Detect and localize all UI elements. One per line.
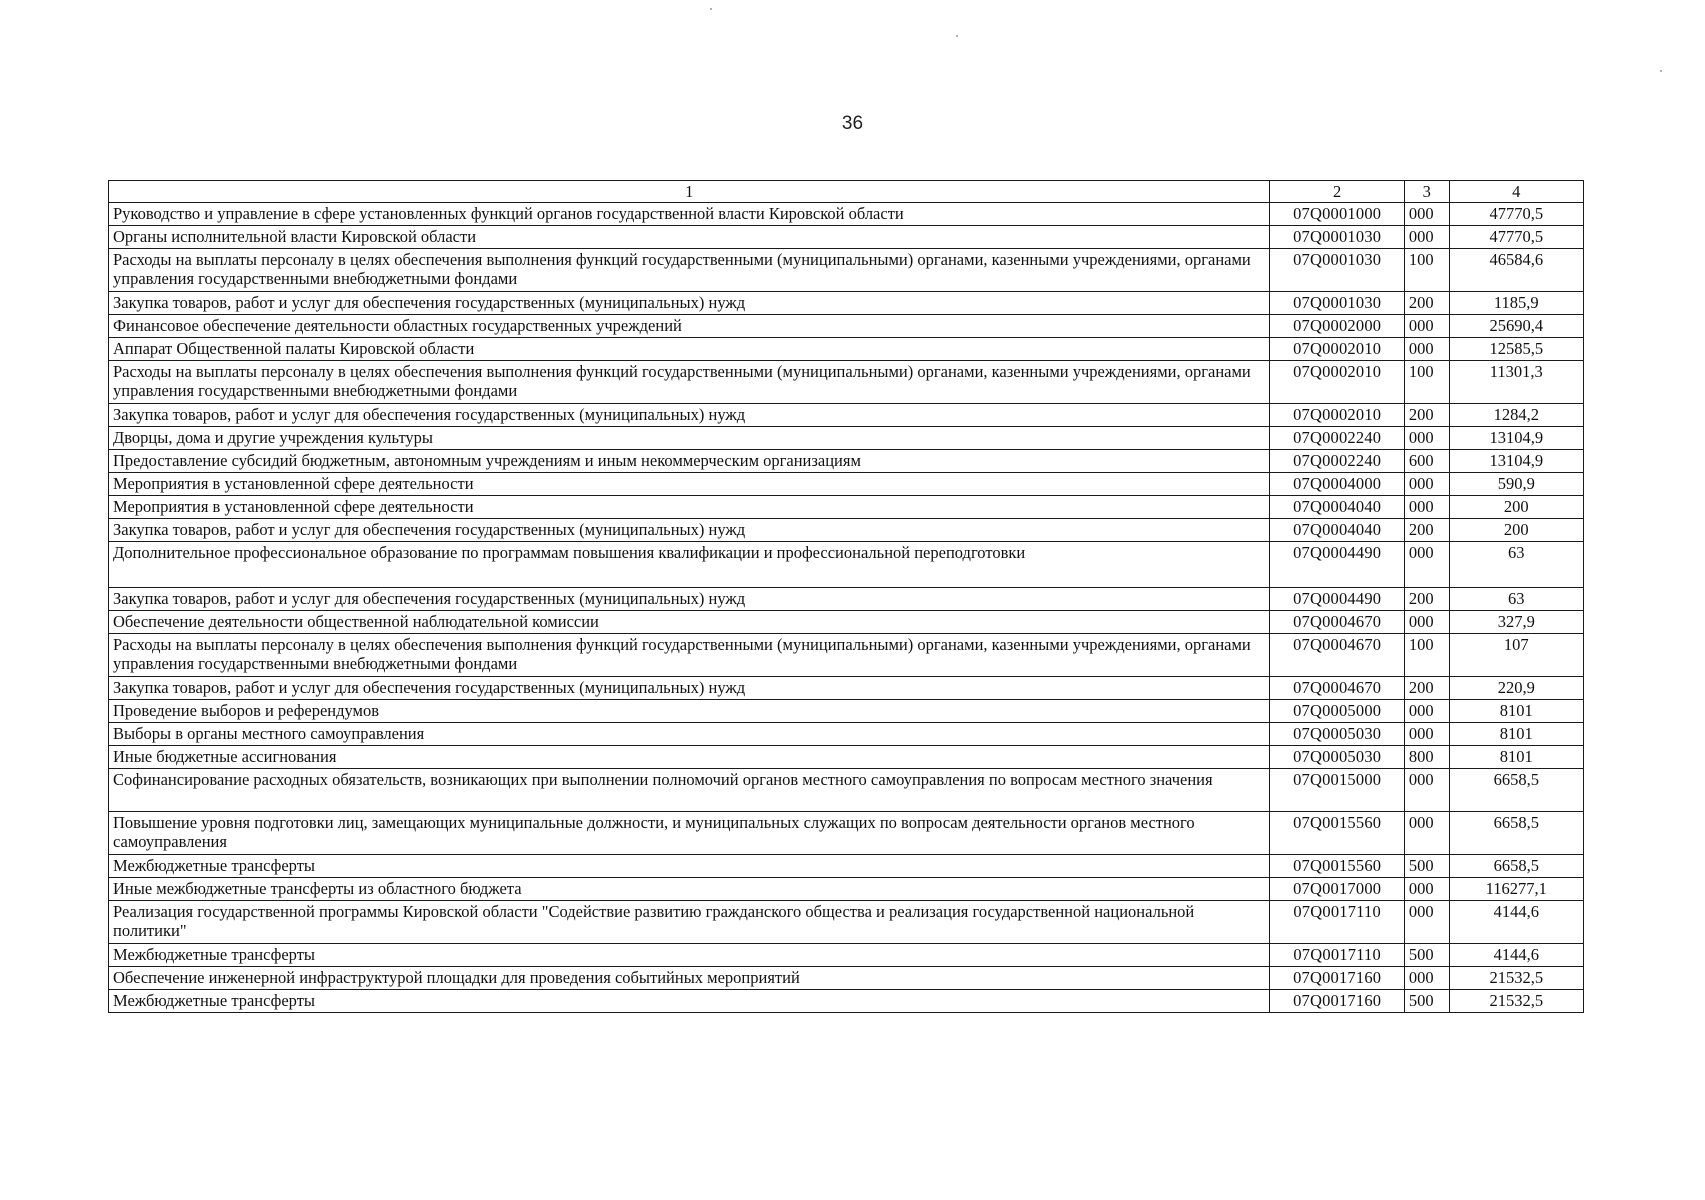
row-name-cell: Мероприятия в установленной сфере деятельности (109, 473, 1270, 496)
table-row (109, 901, 1584, 944)
table-body (109, 203, 1584, 1013)
row-code-cell: 07Q0002010 (1270, 361, 1404, 404)
table-row (109, 723, 1584, 746)
row-code-cell: 07Q0005030 (1270, 746, 1404, 769)
row-amount-cell: 25690,4 (1449, 315, 1583, 338)
row-code-cell: 07Q0017110 (1270, 901, 1404, 944)
row-name-cell: Межбюджетные трансферты (109, 855, 1270, 878)
row-type-cell: 200 (1404, 677, 1449, 700)
table-row (109, 542, 1584, 588)
table-row (109, 361, 1584, 404)
row-name-cell: Закупка товаров, работ и услуг для обеспечения государственных (муниципальных) нужд (109, 588, 1270, 611)
row-name-cell: Повышение уровня подготовки лиц, замещающих муниципальные должности, и муниципальных служащих по вопросам деятельности органов местного самоуправления (109, 812, 1270, 855)
row-amount-cell: 327,9 (1449, 611, 1583, 634)
scan-speck (1660, 70, 1662, 72)
row-amount-cell: 4144,6 (1449, 901, 1583, 944)
table-row (109, 473, 1584, 496)
row-amount-cell: 1284,2 (1449, 404, 1583, 427)
row-type-cell: 800 (1404, 746, 1449, 769)
table-row (109, 967, 1584, 990)
row-amount-cell: 12585,5 (1449, 338, 1583, 361)
row-amount-cell: 47770,5 (1449, 226, 1583, 249)
header-col-4: 4 (1449, 181, 1583, 203)
row-type-cell: 200 (1404, 588, 1449, 611)
row-name-cell: Иные межбюджетные трансферты из областного бюджета (109, 878, 1270, 901)
row-code-cell: 07Q0017160 (1270, 967, 1404, 990)
row-code-cell: 07Q0015560 (1270, 812, 1404, 855)
row-type-cell: 500 (1404, 944, 1449, 967)
row-amount-cell: 6658,5 (1449, 812, 1583, 855)
row-amount-cell: 21532,5 (1449, 990, 1583, 1013)
row-type-cell: 000 (1404, 878, 1449, 901)
row-name-cell: Дворцы, дома и другие учреждения культуры (109, 427, 1270, 450)
table-row (109, 634, 1584, 677)
header-col-1: 1 (109, 181, 1270, 203)
row-amount-cell: 590,9 (1449, 473, 1583, 496)
row-code-cell: 07Q0017110 (1270, 944, 1404, 967)
row-name-cell: Иные бюджетные ассигнования (109, 746, 1270, 769)
row-type-cell: 000 (1404, 967, 1449, 990)
row-code-cell: 07Q0004670 (1270, 677, 1404, 700)
row-code-cell: 07Q0002240 (1270, 450, 1404, 473)
row-type-cell: 000 (1404, 473, 1449, 496)
row-amount-cell: 63 (1449, 588, 1583, 611)
row-code-cell: 07Q0017000 (1270, 878, 1404, 901)
row-name-cell: Расходы на выплаты персоналу в целях обеспечения выполнения функций государственными (муниципальными) органами, казенными учреждениями, органами управления государственными внебюджетными фондами (109, 361, 1270, 404)
row-type-cell: 000 (1404, 203, 1449, 226)
row-code-cell: 07Q0002000 (1270, 315, 1404, 338)
row-name-cell: Реализация государственной программы Кировской области "Содействие развитию гражданского общества и реализация государственной национальной политики" (109, 901, 1270, 944)
row-code-cell: 07Q0005030 (1270, 723, 1404, 746)
row-name-cell: Руководство и управление в сфере установленных функций органов государственной власти Кировской области (109, 203, 1270, 226)
row-amount-cell: 8101 (1449, 723, 1583, 746)
row-type-cell: 200 (1404, 519, 1449, 542)
row-amount-cell: 21532,5 (1449, 967, 1583, 990)
row-name-cell: Межбюджетные трансферты (109, 944, 1270, 967)
row-type-cell: 600 (1404, 450, 1449, 473)
row-amount-cell: 220,9 (1449, 677, 1583, 700)
table-row (109, 700, 1584, 723)
row-amount-cell: 6658,5 (1449, 855, 1583, 878)
row-name-cell: Расходы на выплаты персоналу в целях обеспечения выполнения функций государственными (муниципальными) органами, казенными учреждениями, органами управления государственными внебюджетными фондами (109, 634, 1270, 677)
row-amount-cell: 63 (1449, 542, 1583, 588)
row-name-cell: Расходы на выплаты персоналу в целях обеспечения выполнения функций государственными (муниципальными) органами, казенными учреждениями, органами управления государственными внебюджетными фондами (109, 249, 1270, 292)
row-amount-cell: 1185,9 (1449, 292, 1583, 315)
row-amount-cell: 11301,3 (1449, 361, 1583, 404)
scan-speck (710, 8, 712, 10)
header-col-2: 2 (1270, 181, 1404, 203)
table-row (109, 812, 1584, 855)
row-amount-cell: 107 (1449, 634, 1583, 677)
row-type-cell: 000 (1404, 542, 1449, 588)
table-row (109, 677, 1584, 700)
table-row (109, 404, 1584, 427)
row-name-cell: Софинансирование расходных обязательств, возникающих при выполнении полномочий органов местного самоуправления по вопросам местного значения (109, 769, 1270, 812)
table-row (109, 769, 1584, 812)
row-code-cell: 07Q0015000 (1270, 769, 1404, 812)
row-amount-cell: 4144,6 (1449, 944, 1583, 967)
row-type-cell: 000 (1404, 315, 1449, 338)
table-row (109, 226, 1584, 249)
row-code-cell: 07Q0002240 (1270, 427, 1404, 450)
row-code-cell: 07Q0002010 (1270, 338, 1404, 361)
row-type-cell: 000 (1404, 812, 1449, 855)
row-type-cell: 000 (1404, 226, 1449, 249)
table-row (109, 292, 1584, 315)
row-code-cell: 07Q0004040 (1270, 519, 1404, 542)
row-code-cell: 07Q0001030 (1270, 249, 1404, 292)
row-name-cell: Финансовое обеспечение деятельности областных государственных учреждений (109, 315, 1270, 338)
row-name-cell: Аппарат Общественной палаты Кировской области (109, 338, 1270, 361)
table-row (109, 203, 1584, 226)
row-type-cell: 100 (1404, 634, 1449, 677)
row-name-cell: Закупка товаров, работ и услуг для обеспечения государственных (муниципальных) нужд (109, 519, 1270, 542)
table-row (109, 878, 1584, 901)
table-row (109, 944, 1584, 967)
row-code-cell: 07Q0017160 (1270, 990, 1404, 1013)
header-col-3: 3 (1404, 181, 1449, 203)
row-name-cell: Дополнительное профессиональное образование по программам повышения квалификации и профессиональной переподготовки (109, 542, 1270, 588)
row-amount-cell: 6658,5 (1449, 769, 1583, 812)
table-row (109, 746, 1584, 769)
row-amount-cell: 47770,5 (1449, 203, 1583, 226)
row-name-cell: Закупка товаров, работ и услуг для обеспечения государственных (муниципальных) нужд (109, 677, 1270, 700)
row-name-cell: Предоставление субсидий бюджетным, автономным учреждениям и иным некоммерческим организациям (109, 450, 1270, 473)
row-type-cell: 500 (1404, 855, 1449, 878)
row-type-cell: 100 (1404, 361, 1449, 404)
row-name-cell: Закупка товаров, работ и услуг для обеспечения государственных (муниципальных) нужд (109, 292, 1270, 315)
row-amount-cell: 8101 (1449, 746, 1583, 769)
row-type-cell: 000 (1404, 700, 1449, 723)
row-type-cell: 000 (1404, 901, 1449, 944)
row-name-cell: Проведение выборов и референдумов (109, 700, 1270, 723)
row-code-cell: 07Q0004490 (1270, 588, 1404, 611)
row-name-cell: Мероприятия в установленной сфере деятельности (109, 496, 1270, 519)
row-code-cell: 07Q0001000 (1270, 203, 1404, 226)
row-amount-cell: 116277,1 (1449, 878, 1583, 901)
row-code-cell: 07Q0015560 (1270, 855, 1404, 878)
table-row (109, 990, 1584, 1013)
table-row (109, 496, 1584, 519)
row-type-cell: 000 (1404, 427, 1449, 450)
table-row (109, 450, 1584, 473)
row-amount-cell: 13104,9 (1449, 450, 1583, 473)
row-code-cell: 07Q0001030 (1270, 292, 1404, 315)
table-row (109, 588, 1584, 611)
row-type-cell: 100 (1404, 249, 1449, 292)
row-amount-cell: 46584,6 (1449, 249, 1583, 292)
table-row (109, 338, 1584, 361)
row-type-cell: 500 (1404, 990, 1449, 1013)
row-type-cell: 200 (1404, 292, 1449, 315)
row-code-cell: 07Q0004040 (1270, 496, 1404, 519)
row-type-cell: 000 (1404, 769, 1449, 812)
row-type-cell: 200 (1404, 404, 1449, 427)
row-type-cell: 000 (1404, 496, 1449, 519)
row-code-cell: 07Q0005000 (1270, 700, 1404, 723)
scan-speck (956, 35, 958, 37)
row-amount-cell: 8101 (1449, 700, 1583, 723)
row-code-cell: 07Q0002010 (1270, 404, 1404, 427)
row-name-cell: Обеспечение инженерной инфраструктурой площадки для проведения событийных мероприятий (109, 967, 1270, 990)
table-row (109, 315, 1584, 338)
row-amount-cell: 200 (1449, 519, 1583, 542)
table-row (109, 855, 1584, 878)
row-type-cell: 000 (1404, 338, 1449, 361)
table-row (109, 611, 1584, 634)
table-header-row (109, 181, 1584, 203)
row-amount-cell: 13104,9 (1449, 427, 1583, 450)
table-row (109, 519, 1584, 542)
page-number: 36 (841, 113, 864, 134)
row-name-cell: Межбюджетные трансферты (109, 990, 1270, 1013)
row-type-cell: 000 (1404, 723, 1449, 746)
row-name-cell: Обеспечение деятельности общественной наблюдательной комиссии (109, 611, 1270, 634)
row-type-cell: 000 (1404, 611, 1449, 634)
table-row (109, 427, 1584, 450)
row-name-cell: Выборы в органы местного самоуправления (109, 723, 1270, 746)
row-code-cell: 07Q0004670 (1270, 611, 1404, 634)
row-code-cell: 07Q0001030 (1270, 226, 1404, 249)
row-name-cell: Органы исполнительной власти Кировской области (109, 226, 1270, 249)
row-code-cell: 07Q0004670 (1270, 634, 1404, 677)
row-amount-cell: 200 (1449, 496, 1583, 519)
table-row (109, 249, 1584, 292)
budget-table (108, 180, 1584, 1013)
row-code-cell: 07Q0004000 (1270, 473, 1404, 496)
row-name-cell: Закупка товаров, работ и услуг для обеспечения государственных (муниципальных) нужд (109, 404, 1270, 427)
row-code-cell: 07Q0004490 (1270, 542, 1404, 588)
